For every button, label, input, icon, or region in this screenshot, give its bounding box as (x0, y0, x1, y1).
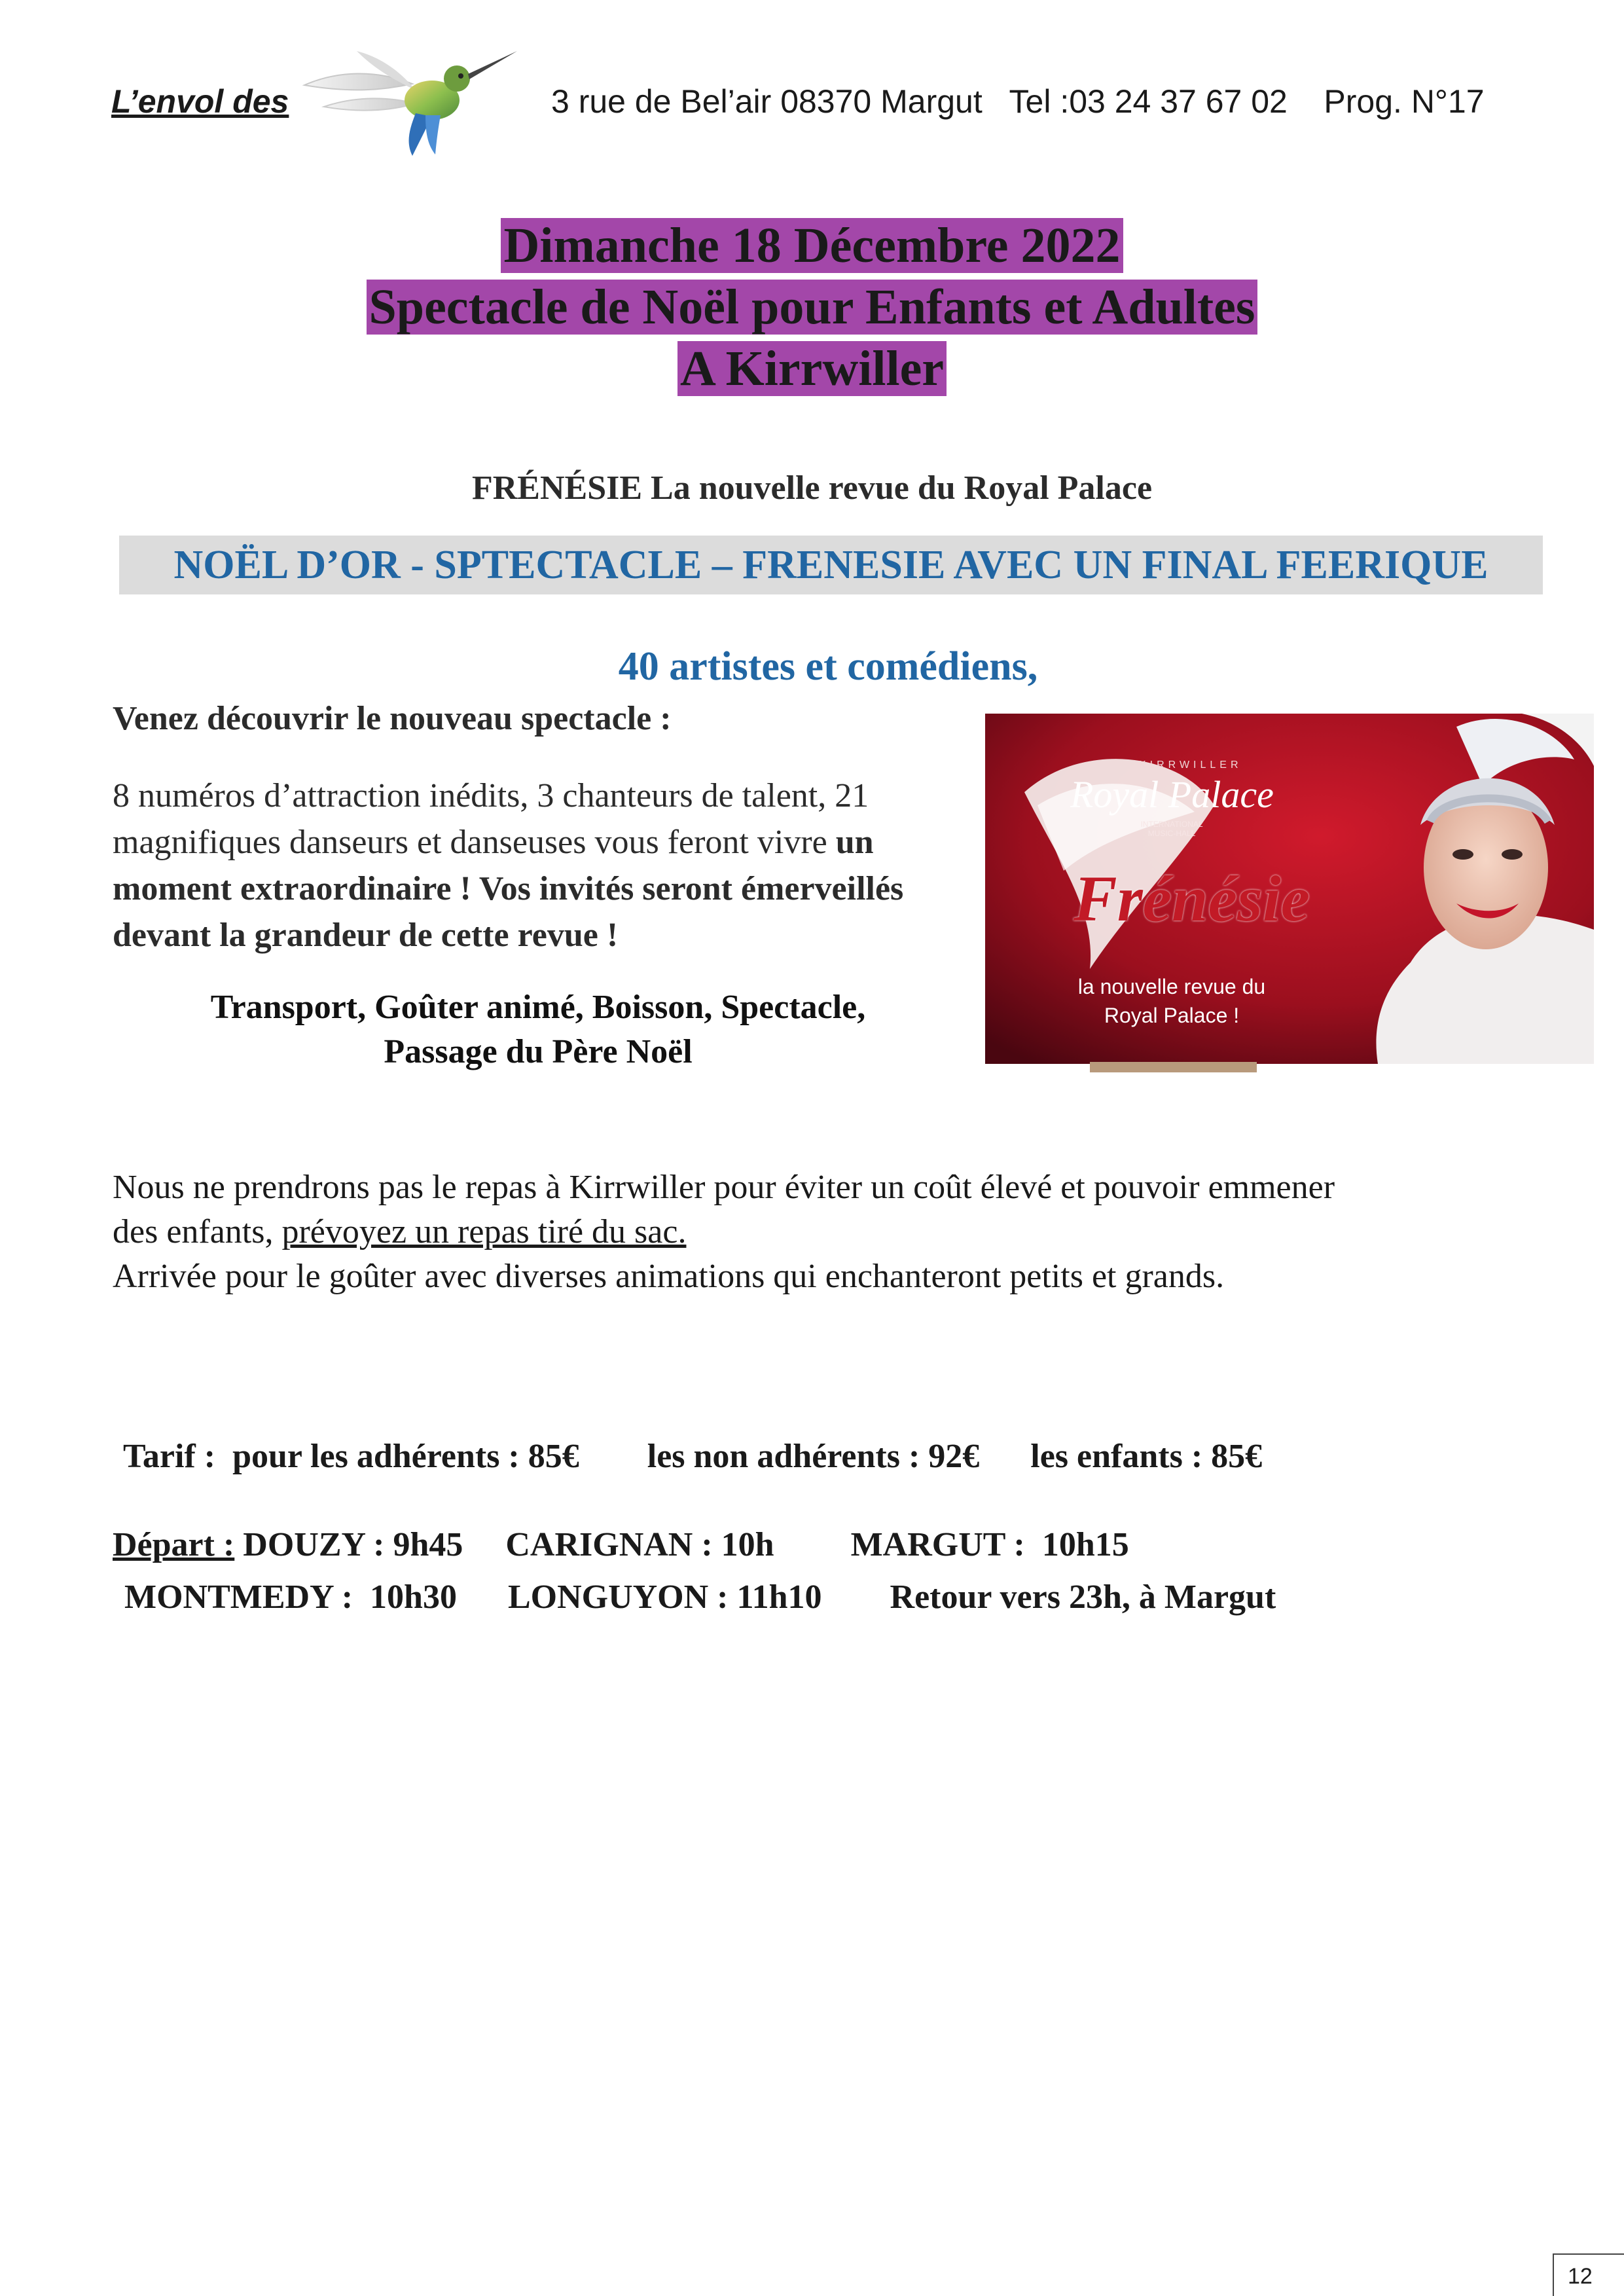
description-bold: un moment extraordinaire ! Vos invités seront émerveillés devant la grandeur de cette revue ! (113, 824, 904, 954)
show-description (113, 773, 983, 958)
poster-show-name: Frénésie (1074, 862, 1310, 935)
intro-text: Venez découvrir le nouveau spectacle : (113, 700, 672, 737)
poster-tagline (1064, 972, 1280, 1030)
page-number: 12 (1568, 2264, 1593, 2289)
poster-logo-sub: INTERNATIONAL MUSIC-HALL (1140, 820, 1203, 838)
departures-line-2: MONTMEDY : 10h30 LONGUYON : 11h10 Retour vers 23h, à Margut (124, 1578, 1276, 1616)
included-line-1: Transport, Goûter animé, Boisson, Spectacle, (210, 989, 866, 1026)
banner-text: NOËL D’OR - SPTECTACLE – FRENESIE AVEC UN FINAL FEERIQUE (173, 543, 1489, 587)
poster-tagline-1: la nouvelle revue du (1077, 975, 1266, 998)
body-line-2 (113, 1210, 1553, 1254)
poster-logo: Royal Palace (1070, 773, 1274, 816)
artists-heading: 40 artistes et comédiens, (618, 644, 1038, 689)
departures-line-1 (113, 1525, 1129, 1564)
meal-arrival-info (113, 1165, 1553, 1299)
included-line-2: Passage du Père Noël (384, 1033, 693, 1070)
show-poster (985, 714, 1594, 1064)
poster-tagline-2: Royal Palace ! (1104, 1004, 1240, 1027)
body-line-1: Nous ne prendrons pas le repas à Kirrwiller pour éviter un coût élevé et pouvoir emmener (113, 1169, 1335, 1206)
included-services (113, 985, 964, 1074)
departures-line-1-times: DOUZY : 9h45 CARIGNAN : 10h MARGUT : 10h15 (234, 1526, 1129, 1563)
hummingbird-logo-icon (298, 38, 520, 159)
departure-label: Départ : (113, 1526, 235, 1563)
body-line-2a: des enfants, (113, 1213, 282, 1250)
title-event: Spectacle de Noël pour Enfants et Adultes (0, 278, 1624, 337)
show-subtitle: FRÉNÉSIE La nouvelle revue du Royal Palace (471, 469, 1153, 507)
pricing: Tarif : pour les adhérents : 85€ les non adhérents : 92€ les enfants : 85€ (123, 1438, 1263, 1475)
title-date: Dimanche 18 Décembre 2022 (0, 216, 1624, 275)
packed-meal-note: prévoyez un repas tiré du sac. (281, 1213, 687, 1250)
contact-address: 3 rue de Bel’air 08370 Margut Tel :03 24 37 67 02 Prog. N°17 (551, 83, 1485, 120)
body-line-3: Arrivée pour le goûter avec diverses animations qui enchanteront petits et grands. (113, 1258, 1225, 1295)
poster-frame-edge (1090, 1062, 1257, 1072)
poster-top-label: KIRRWILLER (1139, 759, 1242, 771)
description-plain: 8 numéros d’attraction inédits, 3 chanteurs de talent, 21 magnifiques danseurs et danseuses vous feront vivre (113, 777, 869, 861)
title-location: A Kirrwiller (0, 339, 1624, 398)
brand-name: L’envol des (111, 83, 289, 120)
